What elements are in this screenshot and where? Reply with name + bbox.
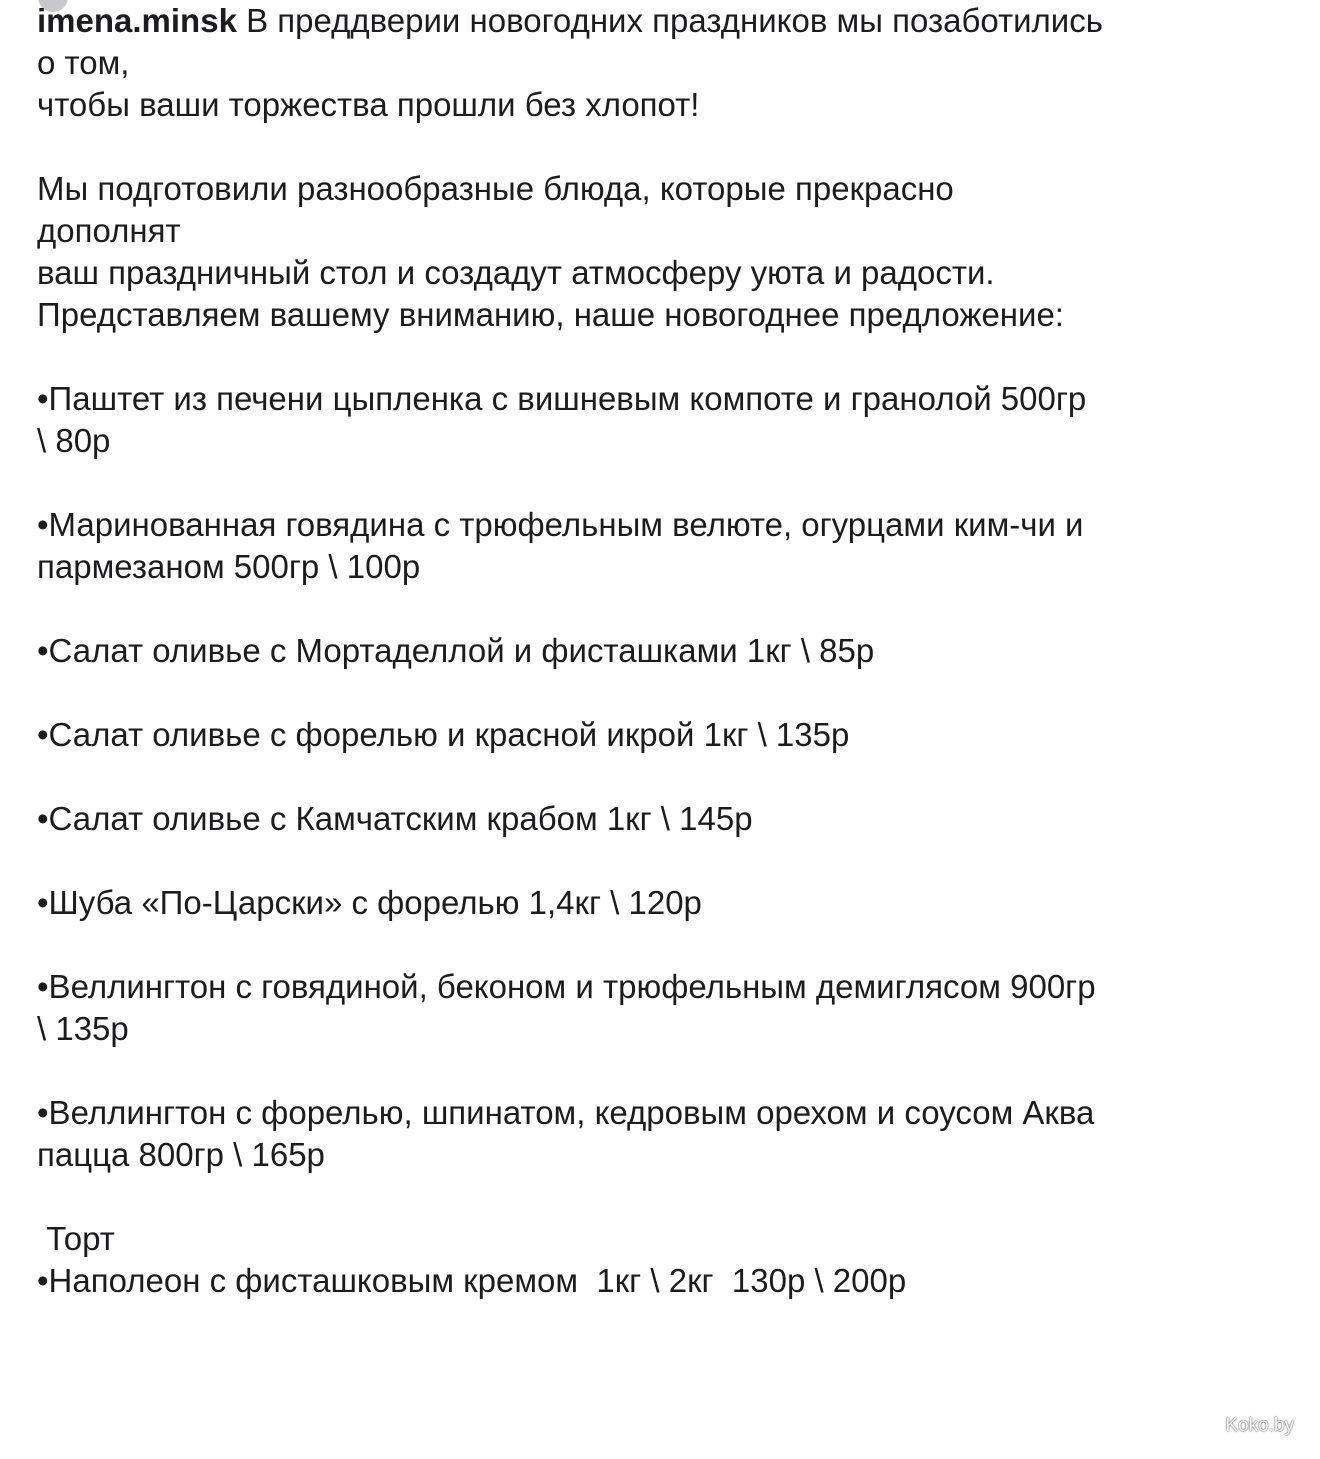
menu-line: •Паштет из печени цыпленка с вишневым компоте и гранолой 500гр [37, 380, 1087, 417]
menu-line: •Веллингтон с форелью, шпинатом, кедровым орехом и соусом Аква [37, 1094, 1095, 1131]
caption-line: дополнят [37, 212, 181, 249]
menu-line: •Салат оливье с Мортаделлой и фисташками 1кг \ 85р [37, 632, 875, 669]
menu-line [37, 588, 1287, 630]
post-caption [37, 0, 1287, 1302]
menu-line [37, 462, 1287, 504]
menu-line: •Веллингтон с говядиной, беконом и трюфельным демиглясом 900гр [37, 968, 1096, 1005]
caption-line: Мы подготовили разнообразные блюда, которые прекрасно [37, 170, 954, 207]
caption-line: Представляем вашему вниманию, наше новогоднее предложение: [37, 296, 1064, 333]
menu-line: •Маринованная говядина с трюфельным велюте, огурцами ким-чи и [37, 506, 1084, 543]
caption-first-line [37, 0, 1287, 42]
menu-section-title: Торт [37, 1220, 115, 1257]
menu-line: пацца 800гр \ 165р [37, 1136, 325, 1173]
username-link[interactable]: imena.minsk [37, 2, 237, 39]
menu-line: \ 135р [37, 1010, 129, 1047]
caption-line [37, 336, 1287, 378]
menu-line [37, 672, 1287, 714]
menu-line [37, 924, 1287, 966]
menu-line: \ 80р [37, 422, 111, 459]
caption-line [37, 126, 1287, 168]
caption-line: чтобы ваши торжества прошли без хлопот! [37, 86, 700, 123]
menu-line: •Салат оливье с форелью и красной икрой 1кг \ 135р [37, 716, 850, 753]
menu-line [37, 756, 1287, 798]
menu-line: •Шуба «По-Царски» с форелью 1,4кг \ 120р [37, 884, 702, 921]
caption-line: о том, [37, 44, 130, 81]
menu-line: пармезаном 500гр \ 100р [37, 548, 421, 585]
caption-intro-text: В преддверии новогодних праздников мы позаботились [236, 2, 1103, 39]
menu-line [37, 1176, 1287, 1218]
menu-line: •Салат оливье с Камчатским крабом 1кг \ 145р [37, 800, 753, 837]
caption-line: ваш праздничный стол и создадут атмосферу уюта и радости. [37, 254, 995, 291]
menu-line: •Наполеон с фисташковым кремом 1кг \ 2кг 130р \ 200р [37, 1262, 907, 1299]
menu-line [37, 840, 1287, 882]
menu-line [37, 1050, 1287, 1092]
watermark-logo: Koko.by [1225, 1415, 1294, 1436]
